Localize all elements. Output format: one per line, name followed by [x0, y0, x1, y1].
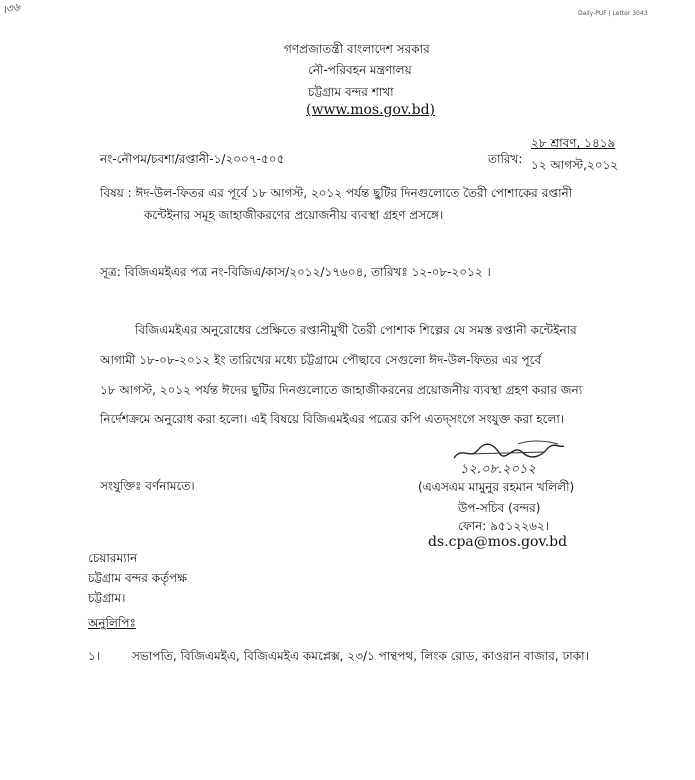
website-link[interactable]: (www.mos.gov.bd): [306, 102, 436, 118]
signatory-name: (এএসএম মামুনুর রহমান খলিলী): [418, 480, 575, 494]
copy-label: অনুলিপিঃ: [88, 616, 136, 630]
file-stamp: Daily-PUF | Letter 3043: [578, 10, 648, 17]
body-line-2: আগামী ১৮-০৮-২০১২ ইং তারিখের মধ্যে চট্টগ্রামে পৌছাবে সেগুলো ঈদ-উল-ফিতর এর পূর্বে: [100, 353, 542, 367]
copy-item-number: ১।: [88, 649, 101, 663]
date-bangla: ২৮ শ্রাবণ, ১৪১৯: [531, 136, 616, 150]
date-label: তারিখ:: [488, 152, 523, 166]
signatory-email[interactable]: ds.cpa@mos.gov.bd: [428, 534, 568, 550]
handwritten-number: ।৩৬: [0, 0, 22, 17]
ministry-name: নৌ-পরিবহন মন্ত্রণালয়: [308, 63, 412, 77]
enclosure-note: সংযুক্তিঃ বর্ণনামতে।: [100, 479, 195, 493]
body-line-1: বিজিএমইএর অনুরোধের প্রেক্ষিতে রপ্তানীমুখী তৈরী পোশাক শিল্পের যে সমস্ত রপ্তানী কন্টেইনার: [135, 323, 577, 337]
signature-date: ১২.০৮.২০১২: [460, 462, 536, 477]
branch-name: চট্টগ্রাম বন্দর শাখা: [308, 85, 394, 99]
body-line-4: নির্দেশক্রমে অনুরোধ করা হলো। এই বিষয়ে বিজিএমইএর পত্রের কপি এতদ্সংগে সংযুক্ত করা হলো।: [100, 412, 565, 426]
date-english: ১২ আগস্ট,২০১২: [531, 158, 619, 172]
addressee-org: চট্টগ্রাম বন্দর কর্তৃপক্ষ: [88, 571, 187, 585]
body-line-3: ১৮ আগস্ট, ২০১২ পর্যন্ত ঈদের ছুটির দিনগুলোতে জাহাজীকরনের প্রয়োজনীয় ব্যবস্থা গ্রহণ করার জন্য: [100, 383, 583, 397]
govt-name: গণপ্রজাতন্ত্রী বাংলাদেশ সরকার: [284, 42, 430, 56]
signatory-phone: ফোন: ৯৫১২২৬২।: [458, 519, 549, 533]
reference-number: নং-নৌপম/চবশা/রপ্তানী-১/২০০৭-৫০৫: [100, 152, 285, 166]
subject-line-1: বিষয় : ঈদ-উল-ফিতর এর পূর্বে ১৮ আগস্ট, ২০১২ পর্যন্ত ছুটির দিনগুলোতে তৈরী পোশাকের রপ্তানী: [100, 186, 573, 200]
reference-line: সূত্র: বিজিএমইএর পত্র নং-বিজিএ/কাস/২০১২/১৭৬০৪, তারিখঃ ১২-০৮-২০১২ ।: [100, 265, 491, 279]
addressee-title: চেয়ারম্যান: [88, 551, 138, 565]
signatory-designation: উপ-সচিব (বন্দর): [458, 501, 541, 515]
addressee-city: চট্টগ্রাম।: [88, 591, 126, 605]
subject-line-2: কন্টেইনার সমূহ জাহাজীকরণের প্রয়োজনীয় ব্যবস্থা গ্রহণ প্রসঙ্গে।: [144, 208, 444, 222]
copy-item-text: সভাপতি, বিজিএমইএ, বিজিএমইএ কমপ্লেক্স, ২৩/১ পান্থপথ, লিংক রোড, কাওরান বাজার, ঢাকা।: [132, 649, 589, 663]
